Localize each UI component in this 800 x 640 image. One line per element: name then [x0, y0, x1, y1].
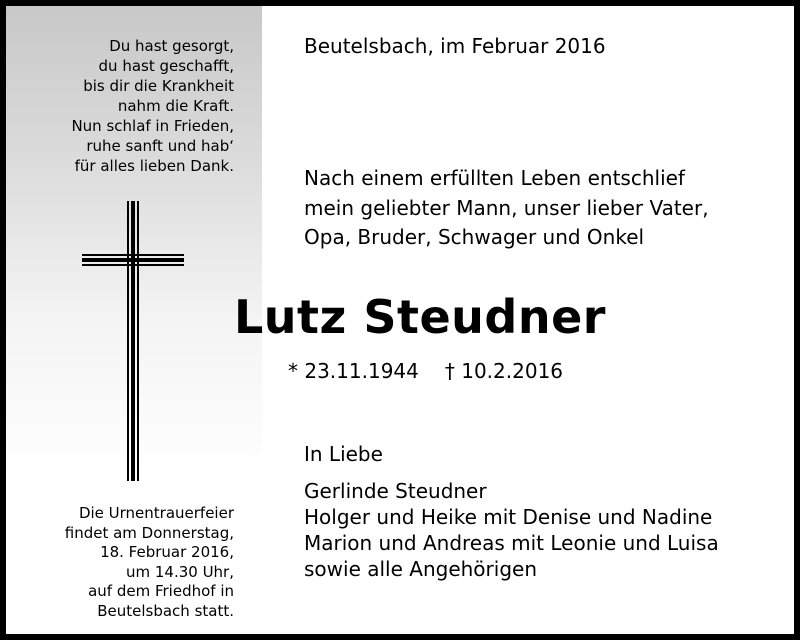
intro-line: Opa, Bruder, Schwager und Onkel — [304, 225, 645, 249]
poem-line: für alles lieben Dank. — [74, 157, 234, 175]
notice-line: um 14.30 Uhr, — [125, 562, 234, 581]
sidebar — [6, 6, 262, 634]
mourner-line: sowie alle Angehörigen — [304, 557, 537, 581]
funeral-notice — [65, 504, 234, 621]
mourners-list — [304, 478, 719, 582]
poem-line: ruhe sanft und hab‘ — [86, 137, 234, 155]
poem-line: Du hast gesorgt, — [109, 37, 234, 55]
life-dates — [288, 359, 563, 383]
notice-line: 18. Februar 2016, — [100, 543, 234, 561]
intro-text — [304, 164, 709, 253]
poem — [71, 36, 234, 176]
mourner-line: Holger und Heike mit Denise und Nadine — [304, 505, 713, 529]
notice-line: findet am Donnerstag, — [64, 523, 234, 542]
deceased-name: Lutz Steudner — [234, 290, 606, 344]
latin-cross-icon — [78, 201, 188, 481]
notice-line: auf dem Friedhof in — [88, 582, 234, 600]
poem-line: nahm die Kraft. — [117, 97, 234, 115]
notice-line: Beutelsbach statt. — [97, 601, 234, 620]
in-love-label: In Liebe — [304, 442, 383, 466]
intro-line: mein geliebter Mann, unser lieber Vater, — [304, 195, 709, 220]
intro-line: Nach einem erfüllten Leben entschlief — [304, 166, 685, 190]
poem-line: bis dir die Krankheit — [83, 77, 234, 95]
poem-line: du hast geschafft, — [98, 57, 234, 75]
mourner-line: Marion und Andreas mit Leonie und Luisa — [304, 531, 719, 555]
notice-line: Die Urnentrauerfeier — [78, 504, 234, 522]
death-date: † 10.2.2016 — [444, 359, 564, 383]
poem-line: Nun schlaf in Frieden, — [71, 117, 234, 135]
mourner-line: Gerlinde Steudner — [304, 479, 487, 503]
birth-date: * 23.11.1944 — [288, 359, 419, 383]
place-date: Beutelsbach, im Februar 2016 — [304, 34, 606, 58]
